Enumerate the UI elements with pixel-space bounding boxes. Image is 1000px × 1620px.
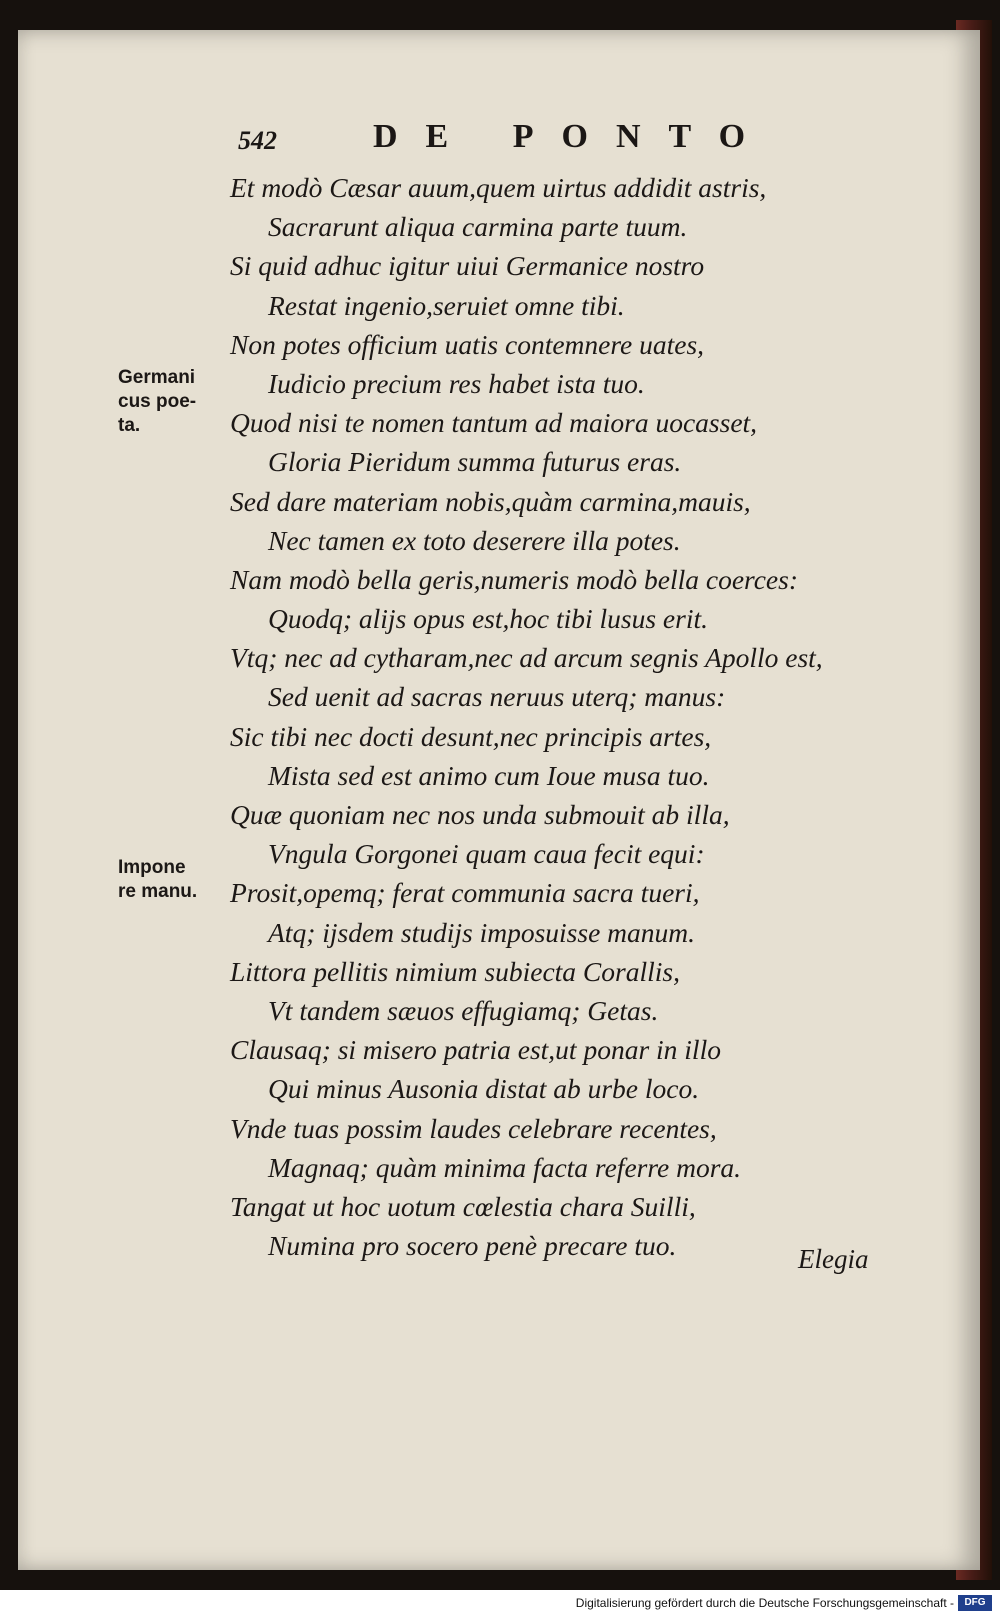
digitization-footer <box>0 1592 1000 1620</box>
verse-line: Magnaq; quàm minima facta referre mora. <box>268 1151 742 1183</box>
verse-line: Nam modò bella geris,numeris modò bella coerces: <box>230 563 798 595</box>
verse-line: Quæ quoniam nec nos unda submouit ab illa, <box>230 799 730 830</box>
marginal-line: cus poe- <box>118 391 197 412</box>
marginal-line: Impone <box>118 857 186 878</box>
verse-line: Et modò Cæsar auum,quem uirtus addidit astris, <box>230 172 767 203</box>
verse-line: Vngula Gorgonei quam caua fecit equi: <box>268 838 705 870</box>
verse-line: Gloria Pieridum summa futurus eras. <box>268 446 682 478</box>
verse-line: Vtq; nec ad cytharam,nec ad arcum segnis Apollo est, <box>230 642 823 674</box>
verse-line: Prosit,opemq; ferat communia sacra tueri, <box>230 877 700 909</box>
verse-line: Sed dare materiam nobis,quàm carmina,mauis, <box>230 485 751 517</box>
verse-line: Littora pellitis nimium subiecta Corallis, <box>230 955 680 987</box>
verse-line: Iudicio precium res habet ista tuo. <box>268 367 645 399</box>
book-page <box>18 30 980 1570</box>
verse-line: Numina pro socero penè precare tuo. <box>268 1230 677 1262</box>
verse-line: Sacrarunt aliqua carmina parte tuum. <box>268 211 688 243</box>
verse-line: Atq; ijsdem studijs imposuisse manum. <box>268 916 696 948</box>
verse-block <box>18 168 980 1265</box>
catchword: Elegia <box>798 1244 869 1274</box>
verse-line: Non potes officium uatis contemnere uates, <box>230 328 705 360</box>
verse-line: Vt tandem sæuos effugiamq; Getas. <box>268 994 659 1026</box>
dfg-logo: DFG <box>958 1595 992 1611</box>
verse-line: Nec tamen ex toto deserere illa potes. <box>268 524 681 556</box>
verse-line: Mista sed est animo cum Ioue musa tuo. <box>268 759 710 791</box>
footer-credit-text: Digitalisierung gefördert durch die Deutsche Forschungsgemeinschaft - <box>575 1596 954 1610</box>
marginal-line: Germani <box>118 367 196 388</box>
verse-line: Tangat ut hoc uotum cœlestia chara Suilli, <box>230 1190 696 1222</box>
verse-line: Vnde tuas possim laudes celebrare recentes, <box>230 1112 717 1144</box>
verse-line: Sic tibi nec docti desunt,nec principis artes, <box>230 720 712 752</box>
marginal-line: re manu. <box>118 881 198 902</box>
running-title: DE PONTO <box>373 118 774 155</box>
verse-line: Quodq; alijs opus est,hoc tibi lusus erit. <box>268 603 708 635</box>
verse-line: Restat ingenio,seruiet omne tibi. <box>268 289 625 321</box>
verse-line: Si quid adhuc igitur uiui Germanice nostro <box>230 250 705 282</box>
verse-line: Clausaq; si misero patria est,ut ponar in illo <box>230 1034 721 1066</box>
verse-line: Sed uenit ad sacras neruus uterq; manus: <box>268 681 726 713</box>
page-header <box>18 118 980 168</box>
marginal-line: ta. <box>118 415 141 436</box>
verse-line: Qui minus Ausonia distat ab urbe loco. <box>268 1073 700 1105</box>
verse-line: Quod nisi te nomen tantum ad maiora uocasset, <box>230 407 758 439</box>
page-number: 542 <box>238 126 277 155</box>
